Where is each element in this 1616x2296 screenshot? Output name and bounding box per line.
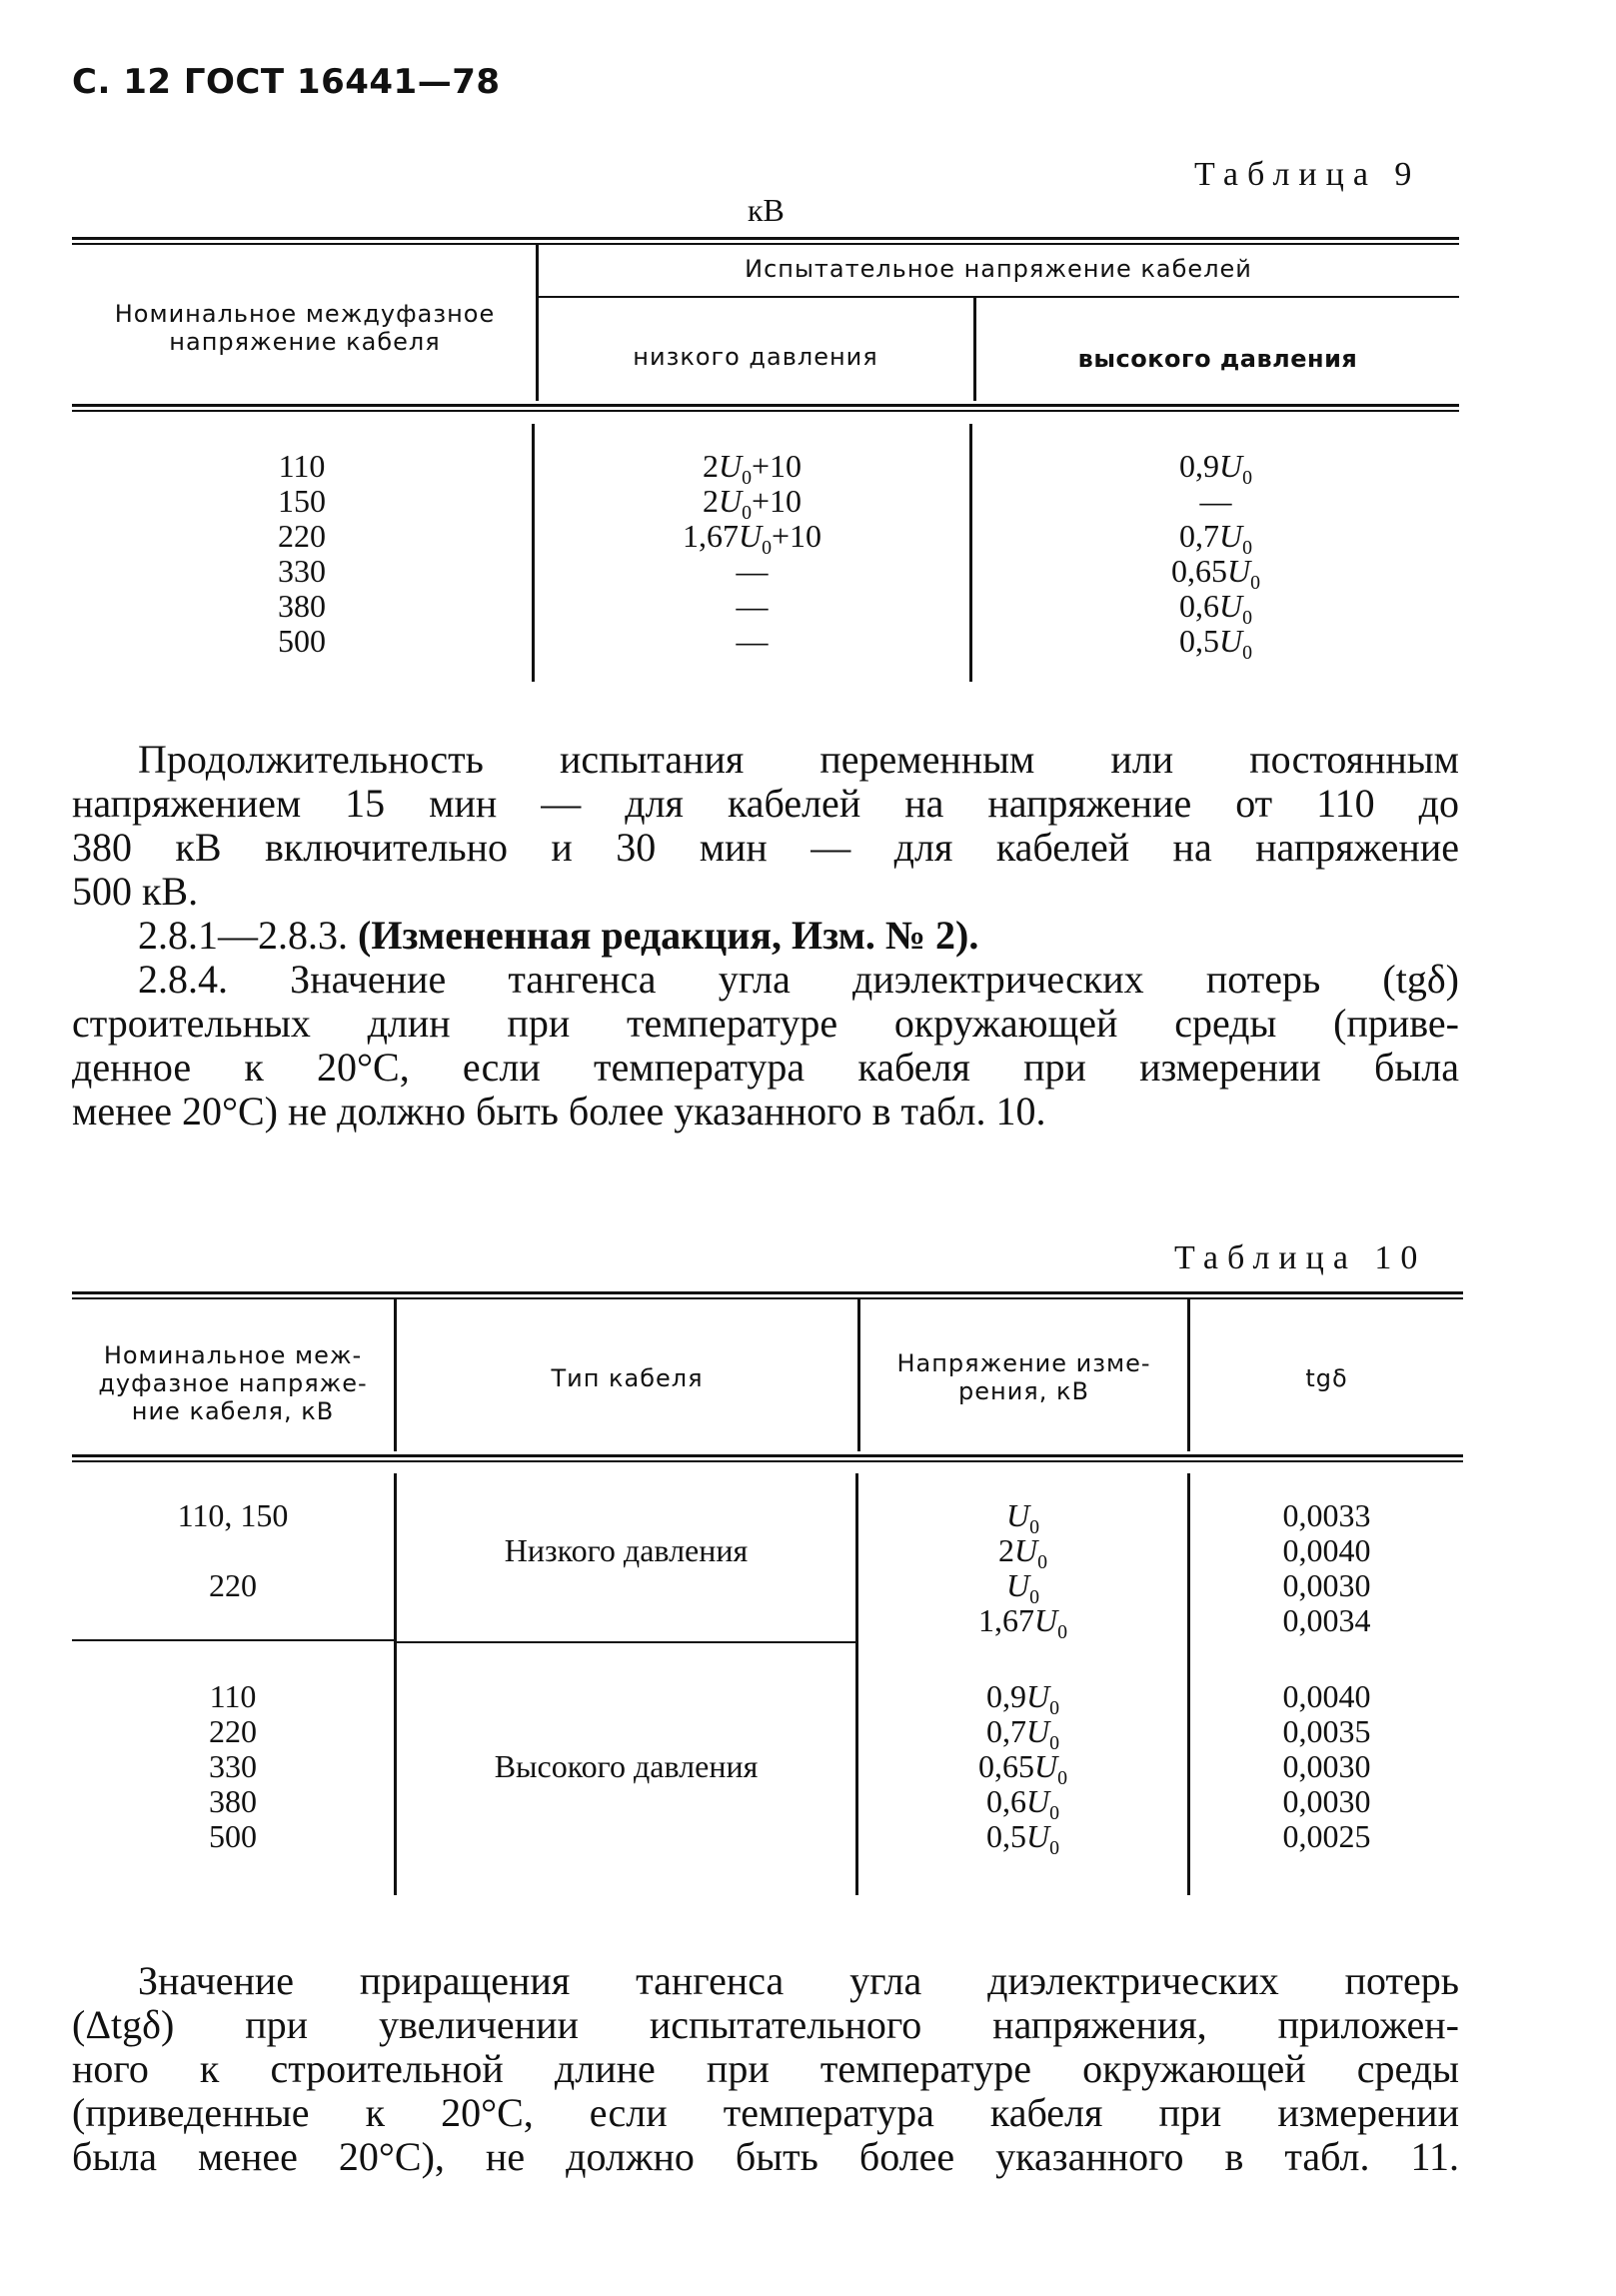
table9-col1-header: Номинальное междуфазное напряжение кабеля (114, 300, 496, 356)
table10-nominal: 220 (209, 1567, 257, 1603)
table10-voltage: $0,6U_0$ (985, 1783, 1060, 1824)
table10-voltage: $U_0$ (1005, 1567, 1040, 1608)
table10-group1-tg-column (1190, 1498, 1463, 1638)
table10-voltage: $2U_0$ (997, 1532, 1048, 1573)
text-line: Значение приращения тангенса угла диэлектрических потерь (138, 1958, 1459, 2003)
table10-nominal: 220 (209, 1713, 257, 1749)
paragraph-amendment (138, 914, 1459, 958)
table9-head-rule-inner (72, 410, 1459, 412)
table10-nominal: 500 (209, 1818, 257, 1854)
table10-nominal (72, 1533, 394, 1568)
table9-high-value: $0,9U_0$ (1178, 448, 1253, 489)
table9-head-rule (72, 404, 1459, 407)
table9-high-value: $0,65U_0$ (1170, 553, 1261, 594)
table9-low-column (535, 449, 969, 659)
table10-nominal (72, 1603, 394, 1638)
table9-group-rule (538, 296, 1459, 298)
table9-low-value: — (736, 588, 769, 624)
table10-top-rule (72, 1291, 1463, 1294)
table10-group1-voltage-column (858, 1497, 1187, 1643)
text-line: строительных длин при температуре окружающей среды (приве- (72, 1001, 1459, 1046)
page-header: С. 12 ГОСТ 16441—78 (72, 62, 501, 102)
table9-nominal: 150 (278, 483, 326, 519)
table9-low-value: $2U_0+10$ (702, 448, 803, 489)
amendment-note: (Измененная редакция, Изм. № 2). (358, 913, 979, 958)
table10-tg: 0,0033 (1282, 1497, 1371, 1533)
text-line: менее 20°С) не должно быть более указанного в табл. 10. (72, 1089, 1046, 1134)
table10-tg: 0,0035 (1282, 1713, 1371, 1749)
table9-nominal: 500 (278, 623, 326, 659)
table10-group-rule (396, 1641, 855, 1643)
table10-nominal: 380 (209, 1783, 257, 1819)
table9-high-column (972, 448, 1459, 664)
table9-high-value: — (1199, 483, 1232, 519)
table9-low-value: $1,67U_0+10$ (682, 518, 822, 559)
table10-group2-tg-column (1190, 1679, 1463, 1854)
table10-caption: Таблица 10 (1174, 1239, 1427, 1276)
table10-col3-header: Напряжение изме-рения, кВ (896, 1349, 1151, 1405)
text-line: ного к строительной длине при температуре окружающей среды (72, 2046, 1459, 2091)
table10-group1-nominal-column (72, 1498, 394, 1638)
table9-unit: кВ (748, 192, 785, 228)
table10-group1-type: Низкого давления (504, 1532, 749, 1568)
table10-tg: 0,0030 (1282, 1567, 1371, 1603)
text-line: (приведенные к 20°С, если температура кабеля при измерении (72, 2090, 1459, 2135)
table10-col4-header: tgδ (1305, 1364, 1348, 1392)
table9-group-header: Испытательное напряжение кабелей (745, 255, 1252, 283)
table10-col2-header: Тип кабеля (551, 1364, 704, 1392)
table9-low-value: $2U_0+10$ (702, 483, 803, 524)
table10-tg: 0,0040 (1282, 1678, 1371, 1714)
table10-voltage: $0,65U_0$ (977, 1748, 1068, 1789)
table10-group-rule (72, 1639, 394, 1641)
table9-nominal: 110 (278, 448, 326, 484)
text-line: (Δtgδ) при увеличении испытательного напряжения, приложен- (72, 2002, 1459, 2047)
table9-low-value: — (736, 623, 769, 659)
table10-tg: 0,0025 (1282, 1818, 1371, 1854)
text-line: денное к 20°С, если температура кабеля при измерении была (72, 1045, 1459, 1090)
table9-high-value: $0,5U_0$ (1178, 623, 1253, 664)
table10-nominal: 110 (209, 1678, 257, 1714)
table9-nominal: 220 (278, 518, 326, 554)
table10-head-rule-inner (72, 1460, 1463, 1462)
text-line: 2.8.4. Значение тангенса угла диэлектрических потерь (tgδ) (138, 957, 1459, 1002)
text-line: была менее 20°С), не должно быть более указанного в табл. 11. (72, 2134, 1459, 2179)
paragraph-test-duration (72, 738, 1459, 914)
table10-tg: 0,0034 (1282, 1602, 1371, 1638)
table10-group2-nominal-column (72, 1679, 394, 1854)
table10-col1-header: Номинальное меж-дуфазное напряже-ние кабеля, кВ (98, 1341, 368, 1425)
text-line: напряжением 15 мин — для кабелей на напряжение от 110 до (72, 781, 1459, 826)
table10-voltage: $0,9U_0$ (985, 1678, 1060, 1719)
table10-voltage: $0,5U_0$ (985, 1818, 1060, 1859)
table10-tg: 0,0030 (1282, 1748, 1371, 1784)
table10-voltage: $U_0$ (1005, 1497, 1040, 1538)
table9-col3-header: высокого давления (1077, 345, 1358, 373)
table9-nominal: 380 (278, 588, 326, 624)
paragraph-tangent (72, 958, 1459, 1134)
table10-voltage: $0,7U_0$ (985, 1713, 1060, 1754)
table9-top-rule-inner (72, 243, 1459, 245)
table9-high-value: $0,7U_0$ (1178, 518, 1253, 559)
table9-caption: Таблица 9 (1194, 156, 1421, 193)
text-line: Продолжительность испытания переменным или постоянным (138, 737, 1459, 782)
table9-nominal: 330 (278, 553, 326, 589)
table9-top-rule (72, 237, 1459, 240)
table10-group2-type: Высокого давления (494, 1748, 759, 1784)
table10-nominal: 330 (209, 1748, 257, 1784)
table10-tg: 0,0030 (1282, 1783, 1371, 1819)
table10-top-rule-inner (72, 1297, 1463, 1299)
table10-tg: 0,0040 (1282, 1532, 1371, 1568)
table10-nominal: 110, 150 (177, 1497, 289, 1533)
table9-nominal-column (72, 449, 532, 659)
table10-head-rule (72, 1454, 1463, 1457)
amendment-clauses: 2.8.1—2.8.3. (138, 913, 358, 958)
table9-low-value: — (736, 553, 769, 589)
table10-voltage: $1,67U_0$ (977, 1602, 1068, 1643)
table10-group2-voltage-column (858, 1678, 1187, 1859)
table9-col2-header: низкого давления (633, 343, 878, 371)
text-line: 380 кВ включительно и 30 мин — для кабелей на напряжение (72, 825, 1459, 870)
text-line: 500 кВ. (72, 869, 199, 914)
paragraph-tangent-increment (72, 1959, 1459, 2179)
table9-high-value: $0,6U_0$ (1178, 588, 1253, 629)
